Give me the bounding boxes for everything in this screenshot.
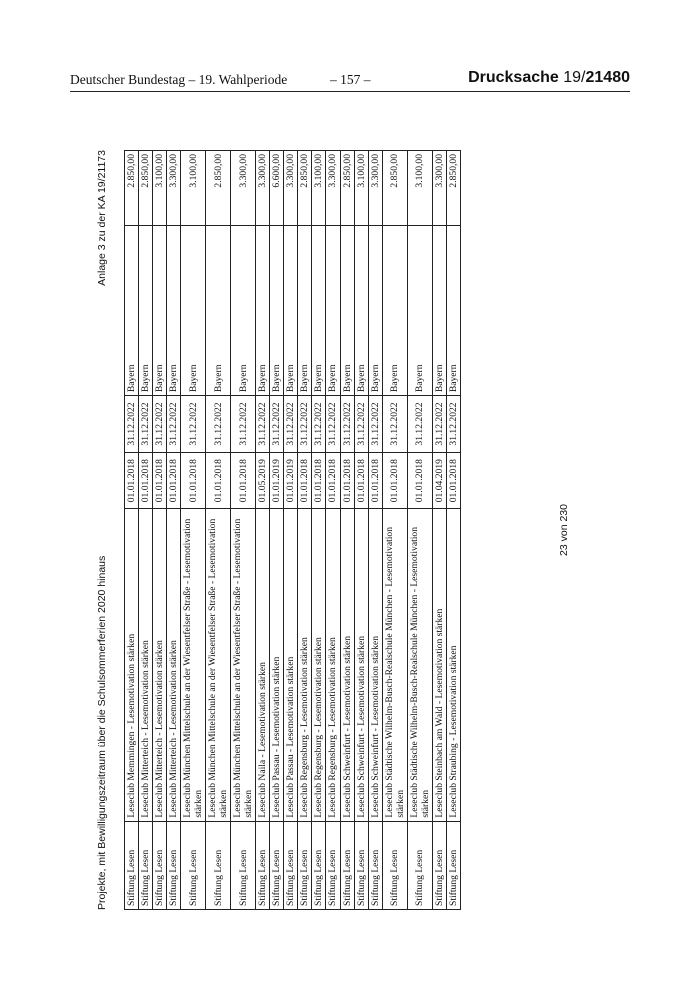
state-cell: Bayern	[270, 226, 284, 396]
amount-cell: 2.850,00	[139, 151, 153, 226]
state-cell: Bayern	[340, 226, 354, 396]
document-header-title: Deutscher Bundestag – 19. Wahlperiode	[70, 72, 288, 87]
start-date-cell: 01.01.2018	[326, 452, 340, 509]
project-title-cell: Leseclub Regensburg - Lesemotivation stärken	[326, 509, 340, 821]
end-date-cell: 31.12.2022	[181, 396, 206, 453]
table-row	[256, 151, 270, 910]
attachment-annex: Anlage 3 zu der KA 19/21173	[96, 150, 108, 286]
table-row	[270, 151, 284, 910]
attachment-page-footer: 23 von 230	[558, 504, 570, 556]
amount-cell: 3.100,00	[407, 151, 432, 226]
state-cell: Bayern	[284, 226, 298, 396]
funding-body-cell: Stiftung Lesen	[382, 821, 407, 909]
end-date-cell: 31.12.2022	[167, 396, 181, 453]
amount-cell: 2.850,00	[446, 151, 460, 226]
end-date-cell: 31.12.2022	[256, 396, 270, 453]
start-date-cell: 01.04.2019	[432, 452, 446, 509]
amount-cell: 3.300,00	[326, 151, 340, 226]
amount-cell: 2.850,00	[206, 151, 231, 226]
table-row	[326, 151, 340, 910]
amount-cell: 3.300,00	[432, 151, 446, 226]
amount-cell: 2.850,00	[125, 151, 139, 226]
end-date-cell: 31.12.2022	[368, 396, 382, 453]
project-title-cell: Leseclub Naila - Lesemotivation stärken	[256, 509, 270, 821]
funding-body-cell: Stiftung Lesen	[432, 821, 446, 909]
funding-body-cell: Stiftung Lesen	[326, 821, 340, 909]
project-title-cell: Leseclub München Mittelschule an der Wiesentfelser Straße - Lesemotivation stärken	[206, 509, 231, 821]
state-cell: Bayern	[206, 226, 231, 396]
amount-cell: 3.100,00	[153, 151, 167, 226]
start-date-cell: 01.05.2019	[256, 452, 270, 509]
funding-body-cell: Stiftung Lesen	[284, 821, 298, 909]
start-date-cell: 01.01.2018	[139, 452, 153, 509]
start-date-cell: 01.01.2019	[270, 452, 284, 509]
state-cell: Bayern	[167, 226, 181, 396]
end-date-cell: 31.12.2022	[270, 396, 284, 453]
start-date-cell: 01.01.2018	[382, 452, 407, 509]
state-cell: Bayern	[368, 226, 382, 396]
table-row	[284, 151, 298, 910]
state-cell: Bayern	[326, 226, 340, 396]
header-rule	[70, 91, 630, 92]
amount-cell: 3.300,00	[167, 151, 181, 226]
start-date-cell: 01.01.2019	[284, 452, 298, 509]
table-row	[206, 151, 231, 910]
project-title-cell: Leseclub Passau - Lesemotivation stärken	[270, 509, 284, 821]
project-title-cell: Leseclub Mitterteich - Lesemotivation stärken	[167, 509, 181, 821]
state-cell: Bayern	[382, 226, 407, 396]
table-row	[231, 151, 256, 910]
start-date-cell: 01.01.2018	[231, 452, 256, 509]
start-date-cell: 01.01.2018	[153, 452, 167, 509]
end-date-cell: 31.12.2022	[382, 396, 407, 453]
project-title-cell: Leseclub Memmingen - Lesemotivation stärken	[125, 509, 139, 821]
table-row	[153, 151, 167, 910]
end-date-cell: 31.12.2022	[354, 396, 368, 453]
table-row	[167, 151, 181, 910]
end-date-cell: 31.12.2022	[139, 396, 153, 453]
funding-body-cell: Stiftung Lesen	[298, 821, 312, 909]
funding-body-cell: Stiftung Lesen	[340, 821, 354, 909]
state-cell: Bayern	[354, 226, 368, 396]
end-date-cell: 31.12.2022	[284, 396, 298, 453]
start-date-cell: 01.01.2018	[354, 452, 368, 509]
project-title-cell: Leseclub Städtische Wilhelm-Busch-Realschule München - Lesemotivation stärken	[407, 509, 432, 821]
start-date-cell: 01.01.2018	[167, 452, 181, 509]
project-title-cell: Leseclub Mitterteich - Lesemotivation stärken	[153, 509, 167, 821]
funding-body-cell: Stiftung Lesen	[256, 821, 270, 909]
end-date-cell: 31.12.2022	[326, 396, 340, 453]
funding-body-cell: Stiftung Lesen	[125, 821, 139, 909]
project-title-cell: Leseclub Regensburg - Lesemotivation stärken	[312, 509, 326, 821]
state-cell: Bayern	[181, 226, 206, 396]
project-title-cell: Leseclub Schweinfurt - Lesemotivation stärken	[354, 509, 368, 821]
amount-cell: 3.300,00	[256, 151, 270, 226]
project-title-cell: Leseclub Straubing - Lesemotivation stärken	[446, 509, 460, 821]
funding-body-cell: Stiftung Lesen	[407, 821, 432, 909]
end-date-cell: 31.12.2022	[298, 396, 312, 453]
table-row	[298, 151, 312, 910]
projects-table	[124, 150, 461, 910]
table-row	[354, 151, 368, 910]
state-cell: Bayern	[298, 226, 312, 396]
end-date-cell: 31.12.2022	[312, 396, 326, 453]
rotated-attachment	[90, 150, 610, 910]
funding-body-cell: Stiftung Lesen	[231, 821, 256, 909]
amount-cell: 2.850,00	[298, 151, 312, 226]
drucksache-number	[468, 69, 630, 87]
start-date-cell: 01.01.2018	[407, 452, 432, 509]
amount-cell: 3.100,00	[181, 151, 206, 226]
amount-cell: 3.100,00	[312, 151, 326, 226]
page-number: – 157 –	[330, 72, 371, 87]
state-cell: Bayern	[407, 226, 432, 396]
amount-cell: 6.600,00	[270, 151, 284, 226]
table-row	[446, 151, 460, 910]
start-date-cell: 01.01.2018	[298, 452, 312, 509]
attachment-header	[90, 150, 112, 910]
amount-cell: 3.300,00	[368, 151, 382, 226]
table-row	[312, 151, 326, 910]
table-row	[382, 151, 407, 910]
funding-body-cell: Stiftung Lesen	[181, 821, 206, 909]
project-title-cell: Leseclub Schweinfurt - Lesemotivation stärken	[340, 509, 354, 821]
state-cell: Bayern	[153, 226, 167, 396]
table-row	[368, 151, 382, 910]
project-title-cell: Leseclub München Mittelschule an der Wiesentfelser Straße - Lesemotivation stärken	[181, 509, 206, 821]
state-cell: Bayern	[125, 226, 139, 396]
end-date-cell: 31.12.2022	[125, 396, 139, 453]
start-date-cell: 01.01.2018	[446, 452, 460, 509]
end-date-cell: 31.12.2022	[231, 396, 256, 453]
funding-body-cell: Stiftung Lesen	[139, 821, 153, 909]
funding-body-cell: Stiftung Lesen	[312, 821, 326, 909]
funding-body-cell: Stiftung Lesen	[153, 821, 167, 909]
project-title-cell: Leseclub Schweinfurt - Lesemotivation stärken	[368, 509, 382, 821]
end-date-cell: 31.12.2022	[407, 396, 432, 453]
start-date-cell: 01.01.2018	[206, 452, 231, 509]
table-row	[139, 151, 153, 910]
amount-cell: 3.100,00	[354, 151, 368, 226]
funding-body-cell: Stiftung Lesen	[206, 821, 231, 909]
project-title-cell: Leseclub Mitterteich - Lesemotivation stärken	[139, 509, 153, 821]
funding-body-cell: Stiftung Lesen	[270, 821, 284, 909]
state-cell: Bayern	[312, 226, 326, 396]
start-date-cell: 01.01.2018	[181, 452, 206, 509]
start-date-cell: 01.01.2018	[340, 452, 354, 509]
state-cell: Bayern	[432, 226, 446, 396]
table-row	[181, 151, 206, 910]
amount-cell: 2.850,00	[340, 151, 354, 226]
amount-cell: 3.300,00	[284, 151, 298, 226]
project-title-cell: Leseclub Regensburg - Lesemotivation stärken	[298, 509, 312, 821]
end-date-cell: 31.12.2022	[432, 396, 446, 453]
table-row	[432, 151, 446, 910]
end-date-cell: 31.12.2022	[206, 396, 231, 453]
project-title-cell: Leseclub Städtische Wilhelm-Busch-Realschule München - Lesemotivation stärken	[382, 509, 407, 821]
state-cell: Bayern	[256, 226, 270, 396]
table-row	[125, 151, 139, 910]
project-title-cell: Leseclub München Mittelschule an der Wiesentfelser Straße - Lesemotivation stärken	[231, 509, 256, 821]
end-date-cell: 31.12.2022	[446, 396, 460, 453]
table-row	[340, 151, 354, 910]
state-cell: Bayern	[446, 226, 460, 396]
amount-cell: 3.300,00	[231, 151, 256, 226]
attachment-caption: Projekte, mit Bewilligungszeitraum über die Schulsommerferien 2020 hinaus	[96, 555, 108, 910]
drucksache-label: Drucksache	[468, 69, 559, 86]
end-date-cell: 31.12.2022	[340, 396, 354, 453]
project-title-cell: Leseclub Passau - Lesemotivation stärken	[284, 509, 298, 821]
funding-body-cell: Stiftung Lesen	[167, 821, 181, 909]
funding-body-cell: Stiftung Lesen	[446, 821, 460, 909]
amount-cell: 2.850,00	[382, 151, 407, 226]
start-date-cell: 01.01.2018	[368, 452, 382, 509]
funding-body-cell: Stiftung Lesen	[354, 821, 368, 909]
state-cell: Bayern	[139, 226, 153, 396]
end-date-cell: 31.12.2022	[153, 396, 167, 453]
project-title-cell: Leseclub Steinbach am Wald - Lesemotivation stärken	[432, 509, 446, 821]
funding-body-cell: Stiftung Lesen	[368, 821, 382, 909]
table-row	[407, 151, 432, 910]
drucksache-num-prefix: 19/	[563, 69, 586, 86]
start-date-cell: 01.01.2018	[125, 452, 139, 509]
drucksache-num-suffix: 21480	[585, 69, 630, 86]
start-date-cell: 01.01.2018	[312, 452, 326, 509]
state-cell: Bayern	[231, 226, 256, 396]
